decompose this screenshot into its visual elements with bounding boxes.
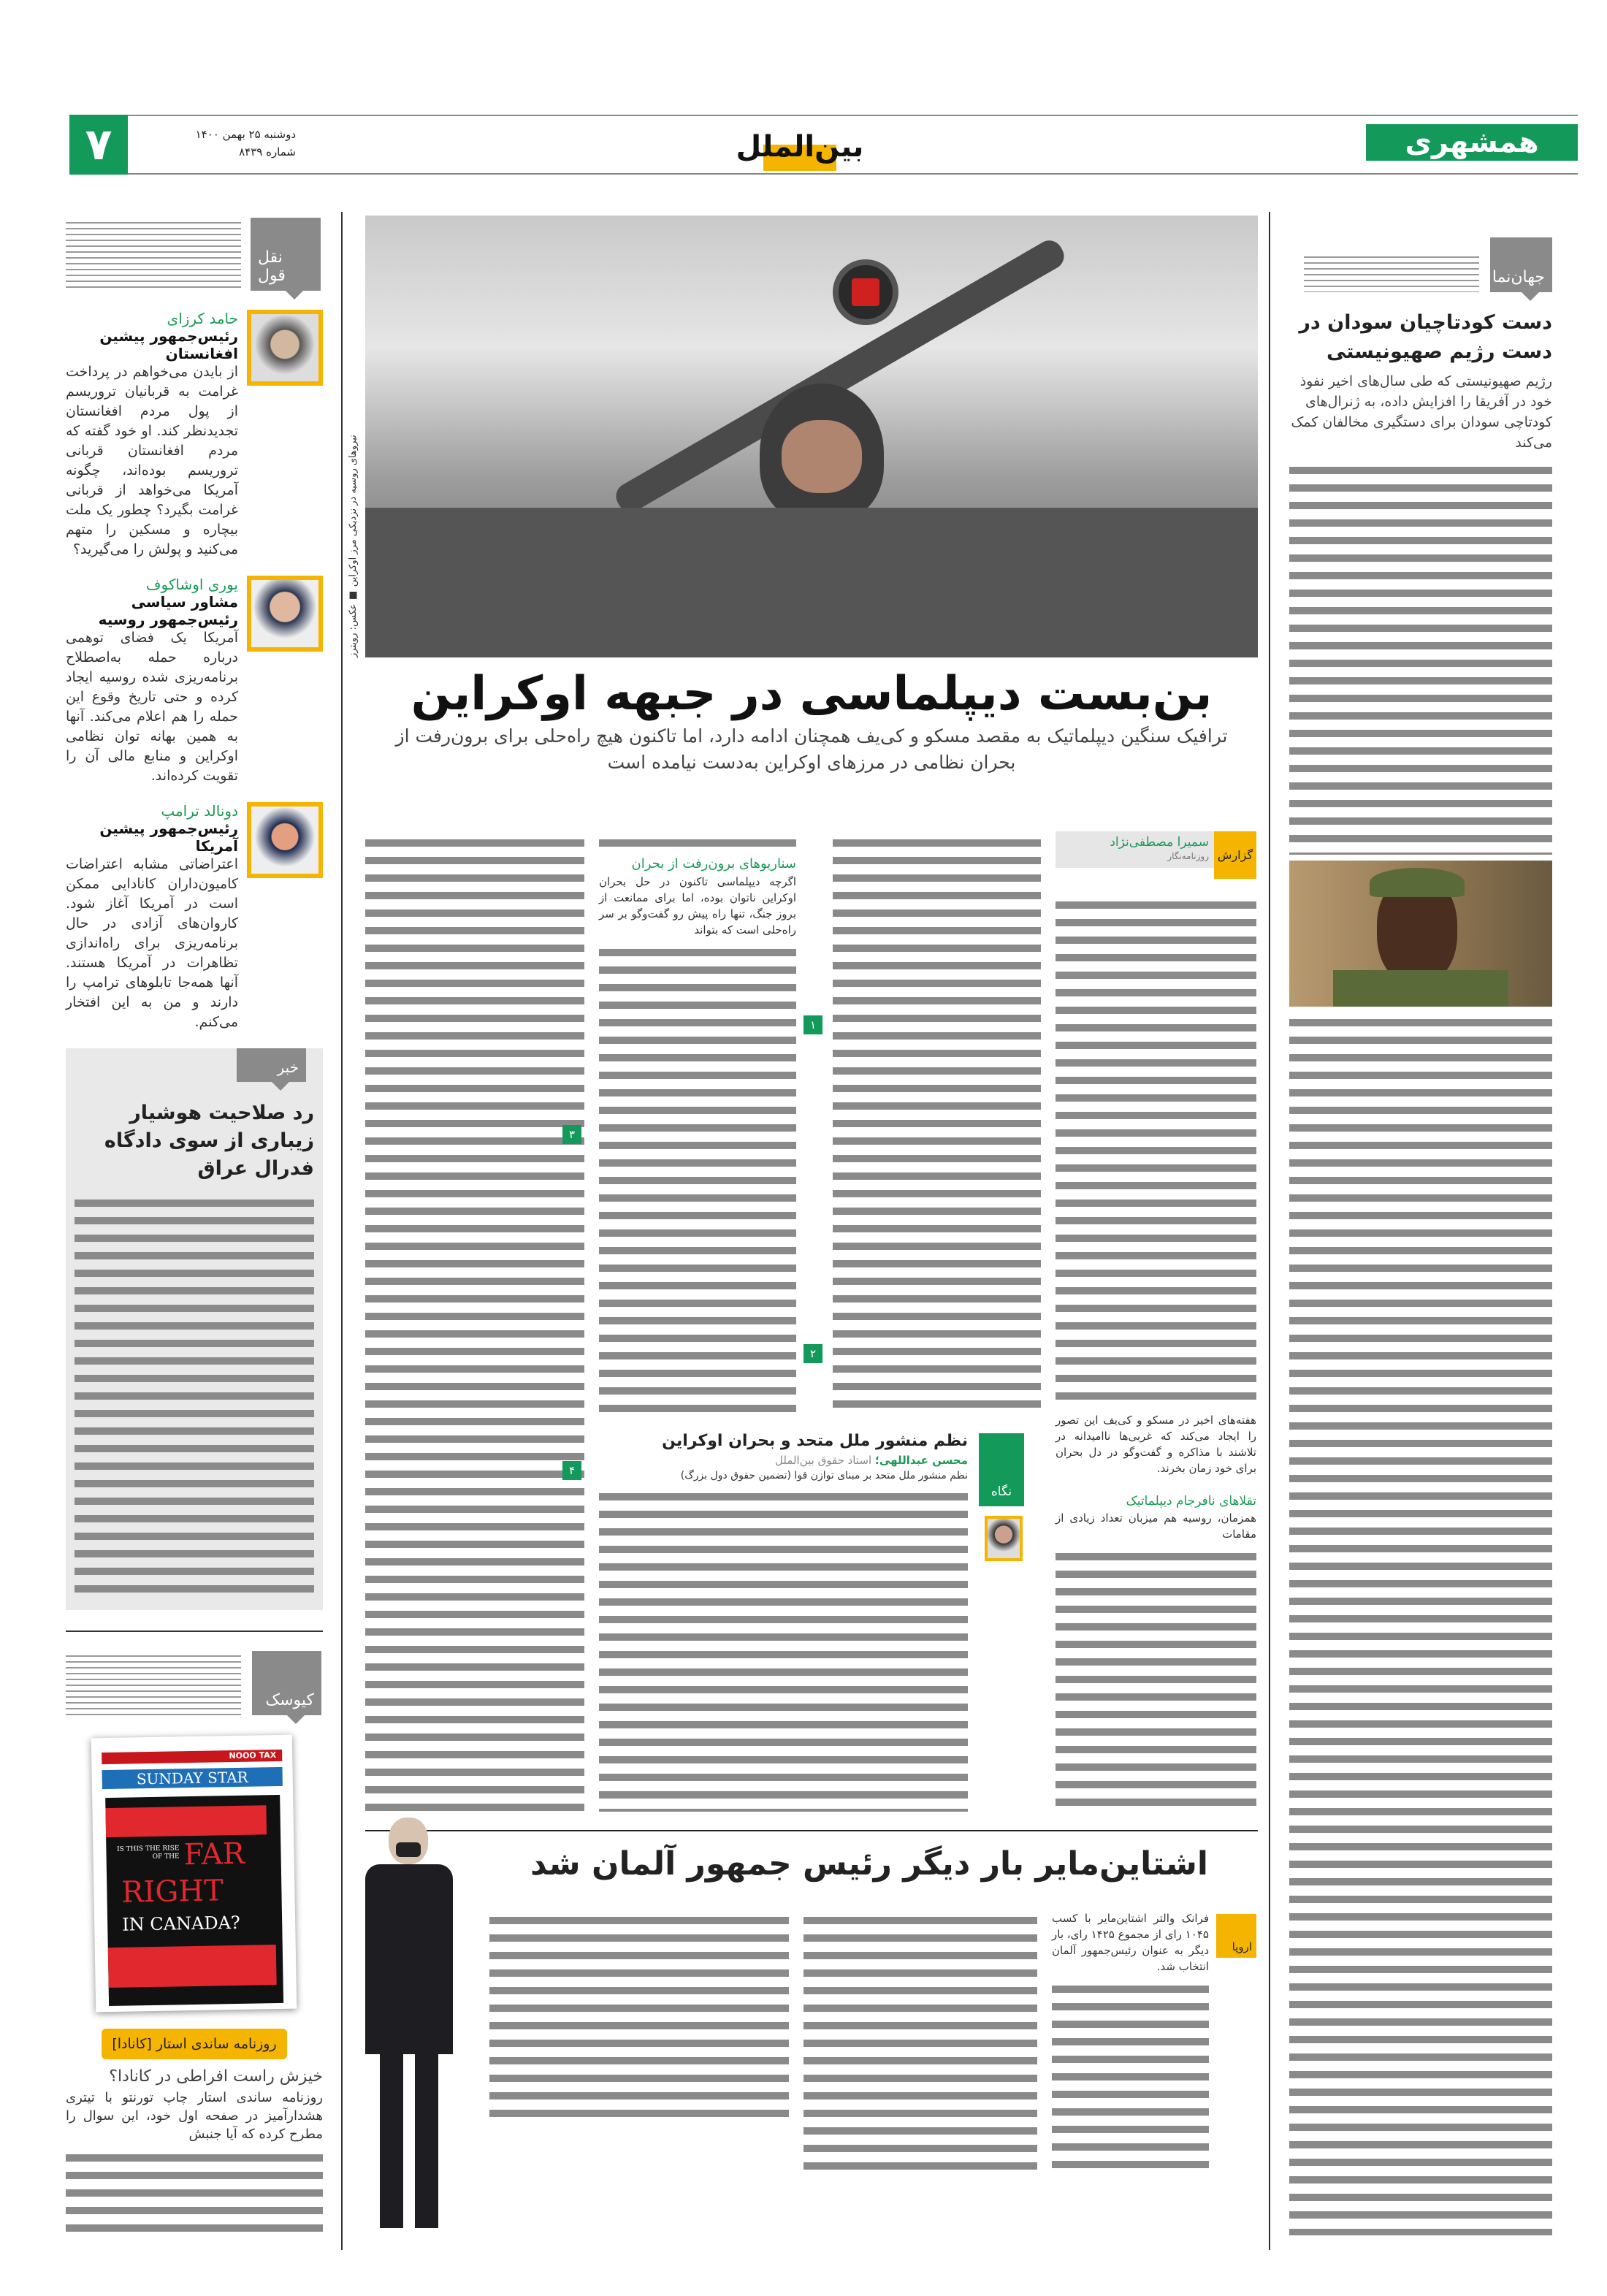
newspaper-cover [91,1735,297,2013]
report-tag: گزارش [1214,831,1256,879]
news-box [66,1048,323,1610]
quotes-tag: نقل قول [251,218,321,291]
section-title: بین‌الملل [736,130,864,164]
header-top-rule [69,115,1578,116]
quote-name: حامد کرزای [167,310,238,327]
germany-rule [365,1830,1258,1831]
quote-name: دونالد ترامپ [161,802,238,820]
article-column-4 [365,833,584,1812]
author-role: روزنامه‌نگار [1167,851,1209,861]
news-body [75,1193,314,1598]
article-column-1-cont [1056,1546,1256,1812]
quote-role: رئیس‌جمهور پیشین آمریکا [99,820,238,855]
germany-column-2 [804,1910,1037,2173]
opinion-title: نظم منشور ملل متحد و بحران اوکراین [662,1432,968,1450]
sudan-body-cont [1289,1012,1552,2235]
quote-name: یوری اوشاکوف [145,576,238,593]
article-column-2 [833,833,1041,1410]
quote-role: رئیس‌جمهور پیشین افغانستان [99,327,238,362]
cover-far: FAR [183,1837,245,1872]
cover-right: RIGHT [121,1874,224,1910]
header-bottom-rule [69,173,1578,175]
germany-headline: اشتاین‌مایر بار دیگر رئیس جمهور آلمان شد [530,1845,1208,1883]
kiosk-tag: کیوسک [252,1651,321,1715]
sudan-lede: رژیم صهیونیستی که طی سال‌های اخیر نفوذ خود در آفریقا را افزایش داده، به ژنرال‌های کودتاچی سودان برای دستگیری مخالفان کمک می‌کند [1291,373,1552,451]
article-paragraph: همزمان، روسیه هم میزبان تعداد زیادی از مقامات [1056,1511,1256,1541]
right-column-rule [1269,212,1270,2250]
germany-column-1-flow [1052,1910,1209,2173]
byline [1059,834,1209,862]
sudan-title: دست کودتاچیان سودان در دست رژیم صهیونیستی [1299,311,1552,363]
opinion-flow [599,1430,968,1812]
decorative-stripes [1304,252,1479,292]
quote-ushakov [66,576,323,786]
quote-role: مشاور سیاسی رئیس‌جمهور روسیه [98,593,238,628]
trump-avatar [247,802,323,878]
article-paragraph: هفته‌های اخیر در مسکو و کی‌یف این تصور را ایجاد می‌کند که غربی‌ها ناامیدانه در تلاشند با مذاکره و گفت‌وگو در دل بحران برای خود زمان بخرند. [1056,1414,1256,1475]
author-name: سمیرا مصطفی‌نژاد [1110,835,1209,850]
opinion-author: محسن عبداللهی؛ [874,1454,968,1467]
ushakov-avatar [247,576,323,652]
germany-column-1 [1052,1979,1209,2173]
article-paragraph: اگرچه دیپلماسی تاکنون در حل بحران اوکراین ناتوان بوده، اما برای ممانعت از بروز جنگ، تنها راه پیش رو گفت‌وگو بر سر راه‌حلی است که بتواند [599,875,796,937]
cover-banner: NOOO TAX [102,1750,282,1764]
germany-column-3 [489,1910,789,2122]
right-column [1289,237,1552,2235]
numbered-marker: ۳ [562,1125,581,1144]
opinion-tag: نگاه [979,1433,1024,1506]
article-column-1 [1056,895,1256,1406]
germany-lead: فرانک والتر اشتاین‌مایر با کسب ۱۰۴۵ رای از مجموع ۱۴۲۵ رای، بار دیگر به عنوان رئیس‌جمهور آلمان انتخاب شد. [1052,1912,1209,1973]
quote-trump [66,802,323,1032]
quote-text: از بایدن می‌خواهم در پرداخت غرامت به قربانیان تروریسم از پول مردم افغانستان تجدیدنظر کند. او خود گفته که مردم افغانستان قربانی تروریسم بوده‌اند، چگونه آمریکا می‌خواهد از قربانی غرامت بگیرد؟ چطور یک ملت بیچاره و مسکین را متهم می‌کنید و پولش را می‌گیرید؟ [66,364,238,557]
opinion-body [599,1487,968,1812]
main-photo-tank [365,216,1258,657]
article-column-3-flow [599,833,796,1417]
cover-in-canada: IN CANADA? [121,1912,241,1935]
numbered-marker: ۲ [804,1344,822,1363]
opinion-lead: نظم منشور ملل متحد بر مبنای توازن قوا (تضمین حقوق دول بزرگ) [680,1470,968,1481]
cover-masthead: SUNDAY STAR [102,1767,283,1789]
subhead-diplomatic: تقلاهای نافرجام دیپلماتیک [1126,1494,1256,1509]
kiosk-text: روزنامه ساندی استار چاپ تورنتو با تیتری هشدارآمیز در صفحه اول خود، این سوال را مطرح کرده که آیا جنبش [66,2090,323,2142]
news-title: رد صلاحیت هوشیار زیباری از سوی دادگاه فدرال عراق [104,1102,314,1180]
subhead-scenarios: سناریوهای برون‌رفت از بحران [631,856,796,872]
opinion-byline [599,1452,968,1468]
sudan-general-photo [1289,861,1552,1007]
issue-info [135,126,296,161]
opinion-author-role: استاد حقوق بین‌الملل [774,1454,872,1467]
news-tag: خبر [237,1048,306,1082]
cover-art [105,1795,283,2006]
sudan-body [1289,460,1552,855]
main-headline: بن‌بست دیپلماسی در جبهه اوکراین [411,667,1213,721]
newspaper-logo[interactable]: همشهری [1366,124,1578,161]
article-column-1-flow [1056,895,1256,1812]
numbered-marker: ۴ [562,1461,581,1480]
europe-tag: اروپا [1216,1914,1256,1958]
kiosk-section [66,1610,323,2235]
issue-date: دوشنبه ۲۵ بهمن ۱۴۰۰ [195,128,296,141]
article-column-3 [599,942,796,1417]
kiosk-body [66,2148,323,2235]
main-subheadline: ترافیک سنگین دیپلماتیک به مقصد مسکو و کی‌یف همچنان ادامه دارد، اما تاکنون هیچ راه‌حلی برای برون‌رفت از بحران نظامی در مرزهای اوکراین به‌دست نیامده است [395,725,1228,773]
kiosk-title: خیزش راست افراطی در کانادا؟ [109,2067,323,2086]
cover-line1: IS THIS THE RISE OF THE [116,1845,180,1861]
world-tag: جهان‌نما [1490,237,1552,292]
numbered-marker: ۱ [804,1015,822,1034]
left-column-rule [341,212,343,2250]
photo-caption: نیروهای روسیه در نزدیکی مرز اوکراین ■ عکس: رویترز [348,435,359,657]
issue-number: شماره ۸۴۳۹ [239,145,296,159]
article-column-3-top [599,833,796,850]
quote-text: اعتراضاتی مشابه اعتراضات کامیون‌داران کانادایی ممکن است در آمریکا آغاز شود. کاروان‌های آزادی در حال برنامه‌ریزی برای راه‌اندازی تظاهرات در آمریکا هستند. آنها همه‌جا تابلوهای ترامپ را دارند و من به این افتخار می‌کنم. [66,856,238,1030]
kiosk-rule [66,1631,323,1632]
quote-text: آمریکا یک فضای توهمی درباره حمله به‌اصطلاح برنامه‌ریزی شده روسیه ایجاد کرده و حتی تاریخ وقوع این حمله را هم اعلام می‌کند. آنها به همین بهانه توان نظامی اوکراین و منابع مالی آن را تقویت کرده‌اند. [66,630,238,784]
decorative-stripes [66,1651,241,1715]
page-number: ۷ [69,115,128,175]
decorative-stripes [66,218,241,291]
quotes-header [66,218,323,291]
steinmeier-photo [343,1812,475,2235]
karzai-avatar [247,310,323,386]
left-column [66,218,323,2235]
headline-block [365,665,1258,829]
kiosk-source: روزنامه ساندی استار [کانادا] [102,2029,286,2059]
quote-karzai [66,310,323,560]
opinion-author-avatar [985,1516,1023,1561]
